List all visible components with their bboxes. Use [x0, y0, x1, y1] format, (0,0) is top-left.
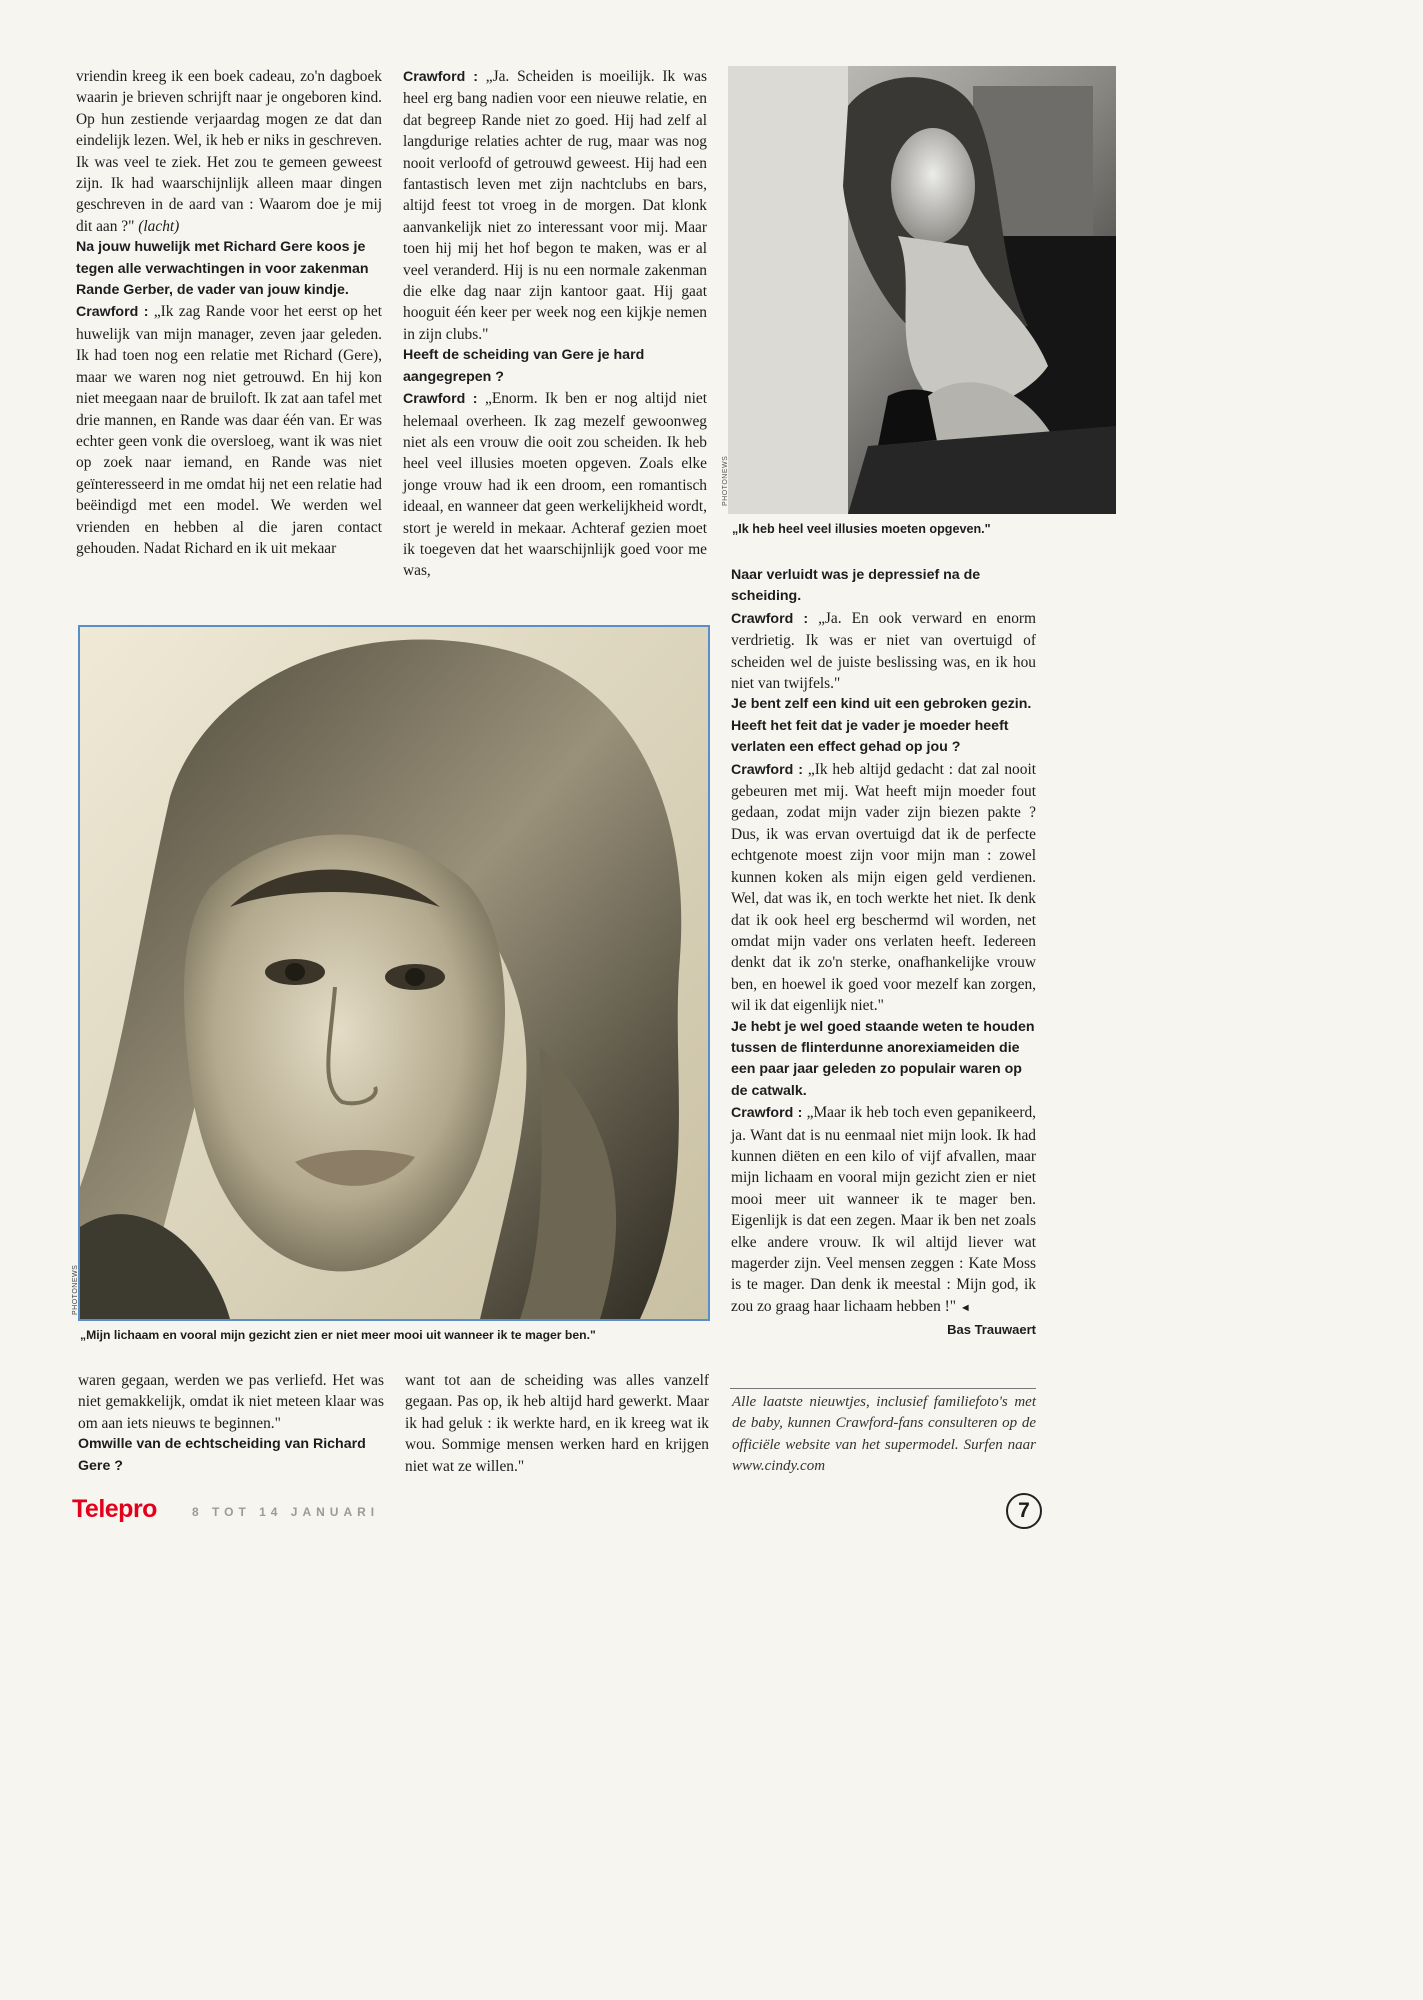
paragraph: want tot aan de scheiding was alles vanzelf gegaan. Pas op, ik heb altijd hard gewerkt. Maar ik had geluk : ik werkte hard, en ik kreeg wat ik wou. Sommige mensen werken hard en krijgen niet wat ze willen." — [405, 1372, 709, 1475]
paragraph: vriendin kreeg ik een boek cadeau, zo'n dagboek waarin je brieven schrijft naar je ongeboren kind. Op hun zestiende verjaardag mogen ze dat dan eindelijk lezen. Wel, ik heb er niks in geschreven. Ik was veel te ziek. Het zou te gemeen geweest zijn. Ik had waarschijnlijk alleen maar dingen geschreven in de aard van : Waarom doe je mij dit aan ?" (lacht) — [76, 68, 382, 235]
interview-question: Na jouw huwelijk met Richard Gere koos je tegen alle verwachtingen in voor zakenman Rande Gerber, de vader van jouw kindje. — [76, 239, 369, 299]
photo-credit: PHOTONEWS — [72, 1264, 79, 1315]
photo-image — [728, 66, 1116, 514]
photo-credit: PHOTONEWS — [722, 455, 729, 506]
article-column-1 — [76, 66, 382, 559]
portrait-photo-top — [722, 66, 1116, 514]
website-note: Alle laatste nieuwtjes, inclusief familiefoto's met de baby, kunnen Crawford-fans consulteren op de officiële website van het supermodel. Surfen naar www.cindy.com — [732, 1394, 1036, 1475]
interview-answer: Crawford : „Maar ik heb toch even gepanikeerd, ja. Want dat is nu eenmaal niet mijn look. Ik had kunnen diëten en een kilo of vijf afvallen, maar mijn lichaam en vooral mijn gezicht zien er niet mooi meer uit wanneer ik te mager ben. Eigenlijk is dat een zegen. Maar ik ben net zoals elke andere vrouw. Ik wil altijd liever wat magerder zijn. Veel mensen zeggen : Kate Moss is te mager. Dan denk ik meestal : Mijn god, ik zou zo graag haar lichaam hebben !" ◄ Bas Trauwaert — [731, 1102, 1036, 1319]
speaker-label: Crawford : — [403, 391, 478, 408]
photo-caption-main: „Mijn lichaam en vooral mijn gezicht zien er niet meer mooi uit wanneer ik te mager ben." — [80, 1328, 596, 1342]
issue-date: 8 TOT 14 JANUARI — [192, 1505, 380, 1519]
interview-question: Heeft de scheiding van Gere je hard aangegrepen ? — [403, 347, 645, 385]
interview-question: Je hebt je wel goed staande weten te houden tussen de flinterdunne anorexiameiden die een paar jaar geleden zo populair waren op de catwalk. — [731, 1018, 1035, 1099]
speaker-label: Crawford : — [403, 69, 478, 85]
interview-question: Naar verluidt was je depressief na de scheiding. — [731, 567, 981, 605]
interview-answer: Crawford : „Enorm. Ik ben er nog altijd niet helemaal overheen. Ik zag mezelf gewoonweg niet als een vrouw die ooit zou scheiden. Ik heb heel veel illusies moeten opgeven. Zoals elke jonge vrouw had ik een droom, een romantisch ideaal, en wanneer dat geen werkelijkheid wordt, stort je wereld in mekaar. Achteraf gezien moet ik toegeven dat het waarschijnlijk goed voor me was, — [403, 390, 707, 580]
article-column-2 — [403, 66, 707, 582]
speaker-label: Crawford : — [731, 761, 803, 778]
speaker-label: Crawford : — [731, 1105, 803, 1122]
photo-image — [80, 627, 708, 1319]
page-number: 7 — [1006, 1493, 1042, 1529]
article-column-bottom-left — [78, 1370, 384, 1477]
interview-question: Je bent zelf een kind uit een gebroken gezin. Heeft het feit dat je vader je moeder heeft verlaten een effect gehad op jou ? — [731, 696, 1032, 756]
divider — [730, 1388, 1036, 1389]
article-column-3 — [731, 565, 1036, 1341]
interview-answer: Crawford : „Ja. Scheiden is moeilijk. Ik was heel erg bang nadien voor een nieuwe relatie, en dat begreep Rande niet zo goed. Hij had zelf al langdurige relaties achter de rug, maar was nog nooit verloofd of getrouwd geweest. Hij had een fantastisch leven met zijn nachtclubs en bars, altijd feest tot vroeg in de morgen. Dat klonk aanvankelijk niet zo interessant voor mij. Maar toen hij mij het hof begon te maken, was er al veel veranderd. Hij is nu een normale zakenman die elke dag naar zijn kantoor gaat. Hij gaat hooguit één keer per week nog een kijkje nemen in zijn clubs." — [403, 68, 707, 343]
interview-question: Omwille van de echtscheiding van Richard Gere ? — [78, 1436, 366, 1474]
interview-answer: Crawford : „Ja. En ook verward en enorm verdrietig. Ik was er niet van overtuigd of scheiden wel de juiste beslissing was, en ik hou niet van twijfels." — [731, 609, 1037, 693]
byline: Bas Trauwaert — [947, 1322, 1036, 1338]
speaker-label: Crawford : — [731, 610, 809, 627]
photo-caption-top: „Ik heb heel veel illusies moeten opgeven." — [732, 522, 991, 536]
end-mark-icon: ◄ — [959, 1301, 971, 1314]
magazine-logo: Telepro — [72, 1495, 157, 1523]
article-column-bottom-middle — [405, 1370, 709, 1477]
interview-answer: Crawford : „Ik heb altijd gedacht : dat zal nooit gebeuren met mij. Wat heeft mijn moeder fout gedaan, zodat mijn vader zijn biezen pakte ? Dus, ik was ervan overtuigd dat ik de perfecte echtgenote moest zijn voor mijn man : zowel kunnen koken als mijn eigen geld verdienen. Wel, dat was ik, en toch werkte het niet. Ik denk dat ik ook heel erg beschermd wil worden, net omdat mijn vader ons verlaten heeft. Iedereen denkt dat ik zo'n sterke, onafhankelijke vrouw ben, en hoewel ik goed voor mezelf kan zorgen, wil ik dat eigenlijk niet." — [731, 760, 1037, 1015]
paragraph: waren gegaan, werden we pas verliefd. Het was niet gemakkelijk, omdat ik niet meteen klaar was om aan iets nieuws te beginnen." — [78, 1372, 384, 1432]
speaker-label: Crawford : — [76, 304, 149, 321]
interview-answer: Crawford : „Ik zag Rande voor het eerst op het huwelijk van mijn manager, zeven jaar geleden. Ik had toen nog een relatie met Richard (Gere), maar we waren nog niet getrouwd. En hij kon niet meegaan naar de bruiloft. Ik zat aan tafel met drie mannen, en Rande was daar één van. Er was echter geen vonk die oversloeg, want ik was niet op zoek naar iemand, en Rande was niet geïnteresseerd in me omdat hij net een relatie had beëindigd met een model. We werden wel vrienden en hebben al die jaren contact gehouden. Nadat Richard en ik uit mekaar — [76, 303, 382, 557]
portrait-photo-main — [72, 625, 710, 1321]
